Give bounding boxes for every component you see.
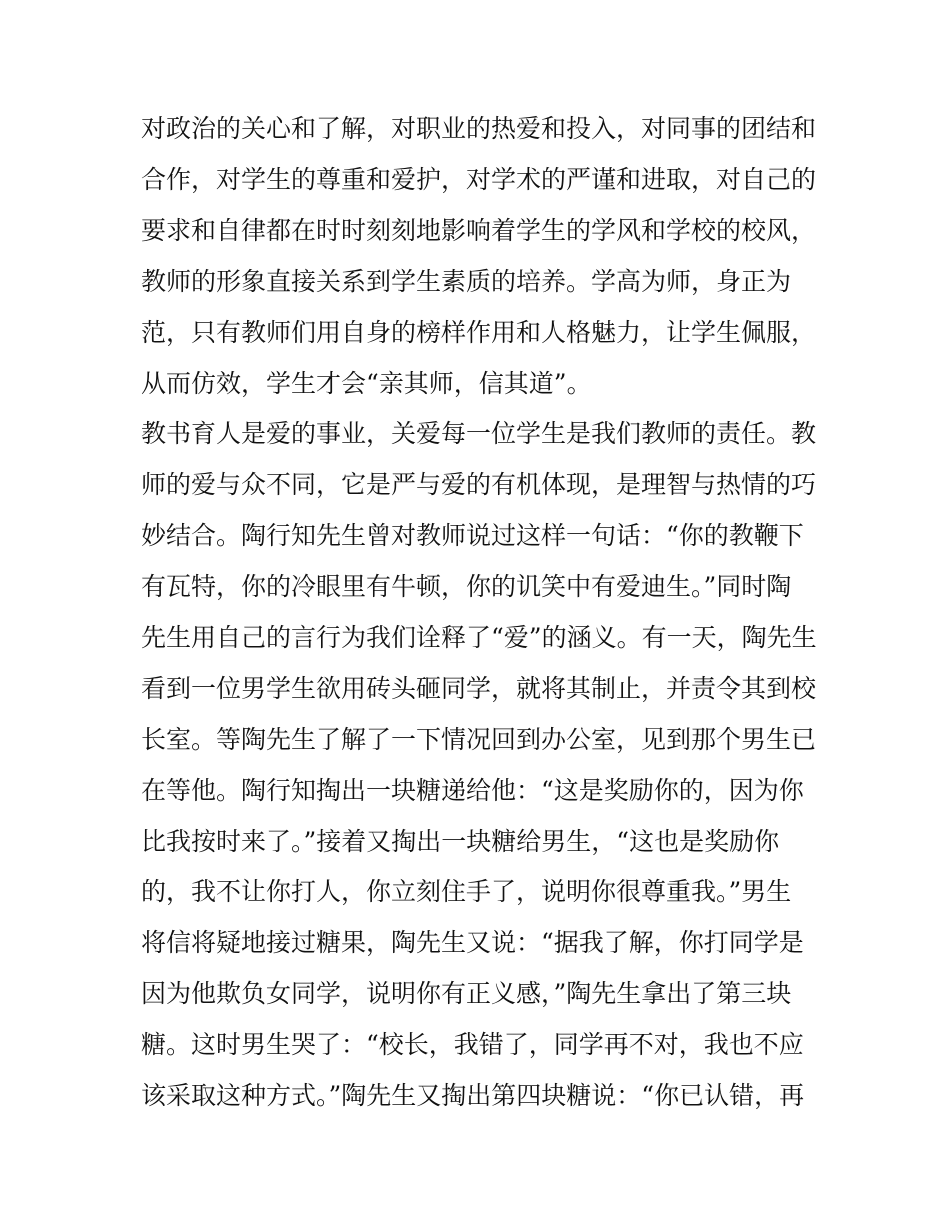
text-line: 因为他欺负女同学，说明你有正义感，”陶先生拿出了第三块 <box>141 979 792 1008</box>
text-line: 从而仿效，学生才会“亲其师，信其道”。 <box>141 369 592 398</box>
text-line: 师的爱与众不同，它是严与爱的有机体现，是理智与热情的巧 <box>141 470 817 499</box>
text-line: 教师的形象直接关系到学生素质的培养。学高为师，身正为 <box>141 267 792 296</box>
text-line: 妙结合。陶行知先生曾对教师说过这样一句话：“你的教鞭下 <box>141 521 804 550</box>
text-line: 该采取这种方式。”陶先生又掏出第四块糖说：“你已认错，再 <box>141 1081 805 1110</box>
text-line: 看到一位男学生欲用砖头砸同学，就将其制止，并责令其到校 <box>141 674 817 703</box>
text-line: 要求和自律都在时时刻刻地影响着学生的学风和学校的校风， <box>141 216 817 245</box>
text-line: 有瓦特，你的冷眼里有牛顿，你的讥笑中有爱迪生。”同时陶 <box>141 572 792 601</box>
text-line: 比我按时来了。”接着又掏出一块糖给男生，“这也是奖励你 <box>141 827 780 856</box>
text-line: 在等他。陶行知掏出一块糖递给他：“这是奖励你的，因为你 <box>141 776 804 805</box>
text-line: 合作，对学生的尊重和爱护，对学术的严谨和进取，对自己的 <box>141 165 817 194</box>
text-line: 糖。这时男生哭了：“校长，我错了，同学再不对，我也不应 <box>141 1030 804 1059</box>
text-line: 范，只有教师们用自身的榜样作用和人格魅力，让学生佩服， <box>141 318 817 347</box>
text-line: 对政治的关心和了解，对职业的热爱和投入，对同事的团结和 <box>141 114 817 143</box>
text-line: 长室。等陶先生了解了一下情况回到办公室，见到那个男生已 <box>141 725 817 754</box>
text-line: 先生用自己的言行为我们诠释了“爱”的涵义。有一天，陶先生 <box>141 623 817 652</box>
text-line: 的，我不让你打人，你立刻住手了，说明你很尊重我。”男生 <box>141 877 792 906</box>
text-line: 教书育人是爱的事业，关爱每一位学生是我们教师的责任。教 <box>141 419 817 448</box>
text-line: 将信将疑地接过糖果，陶先生又说：“据我了解，你打同学是 <box>141 928 804 957</box>
